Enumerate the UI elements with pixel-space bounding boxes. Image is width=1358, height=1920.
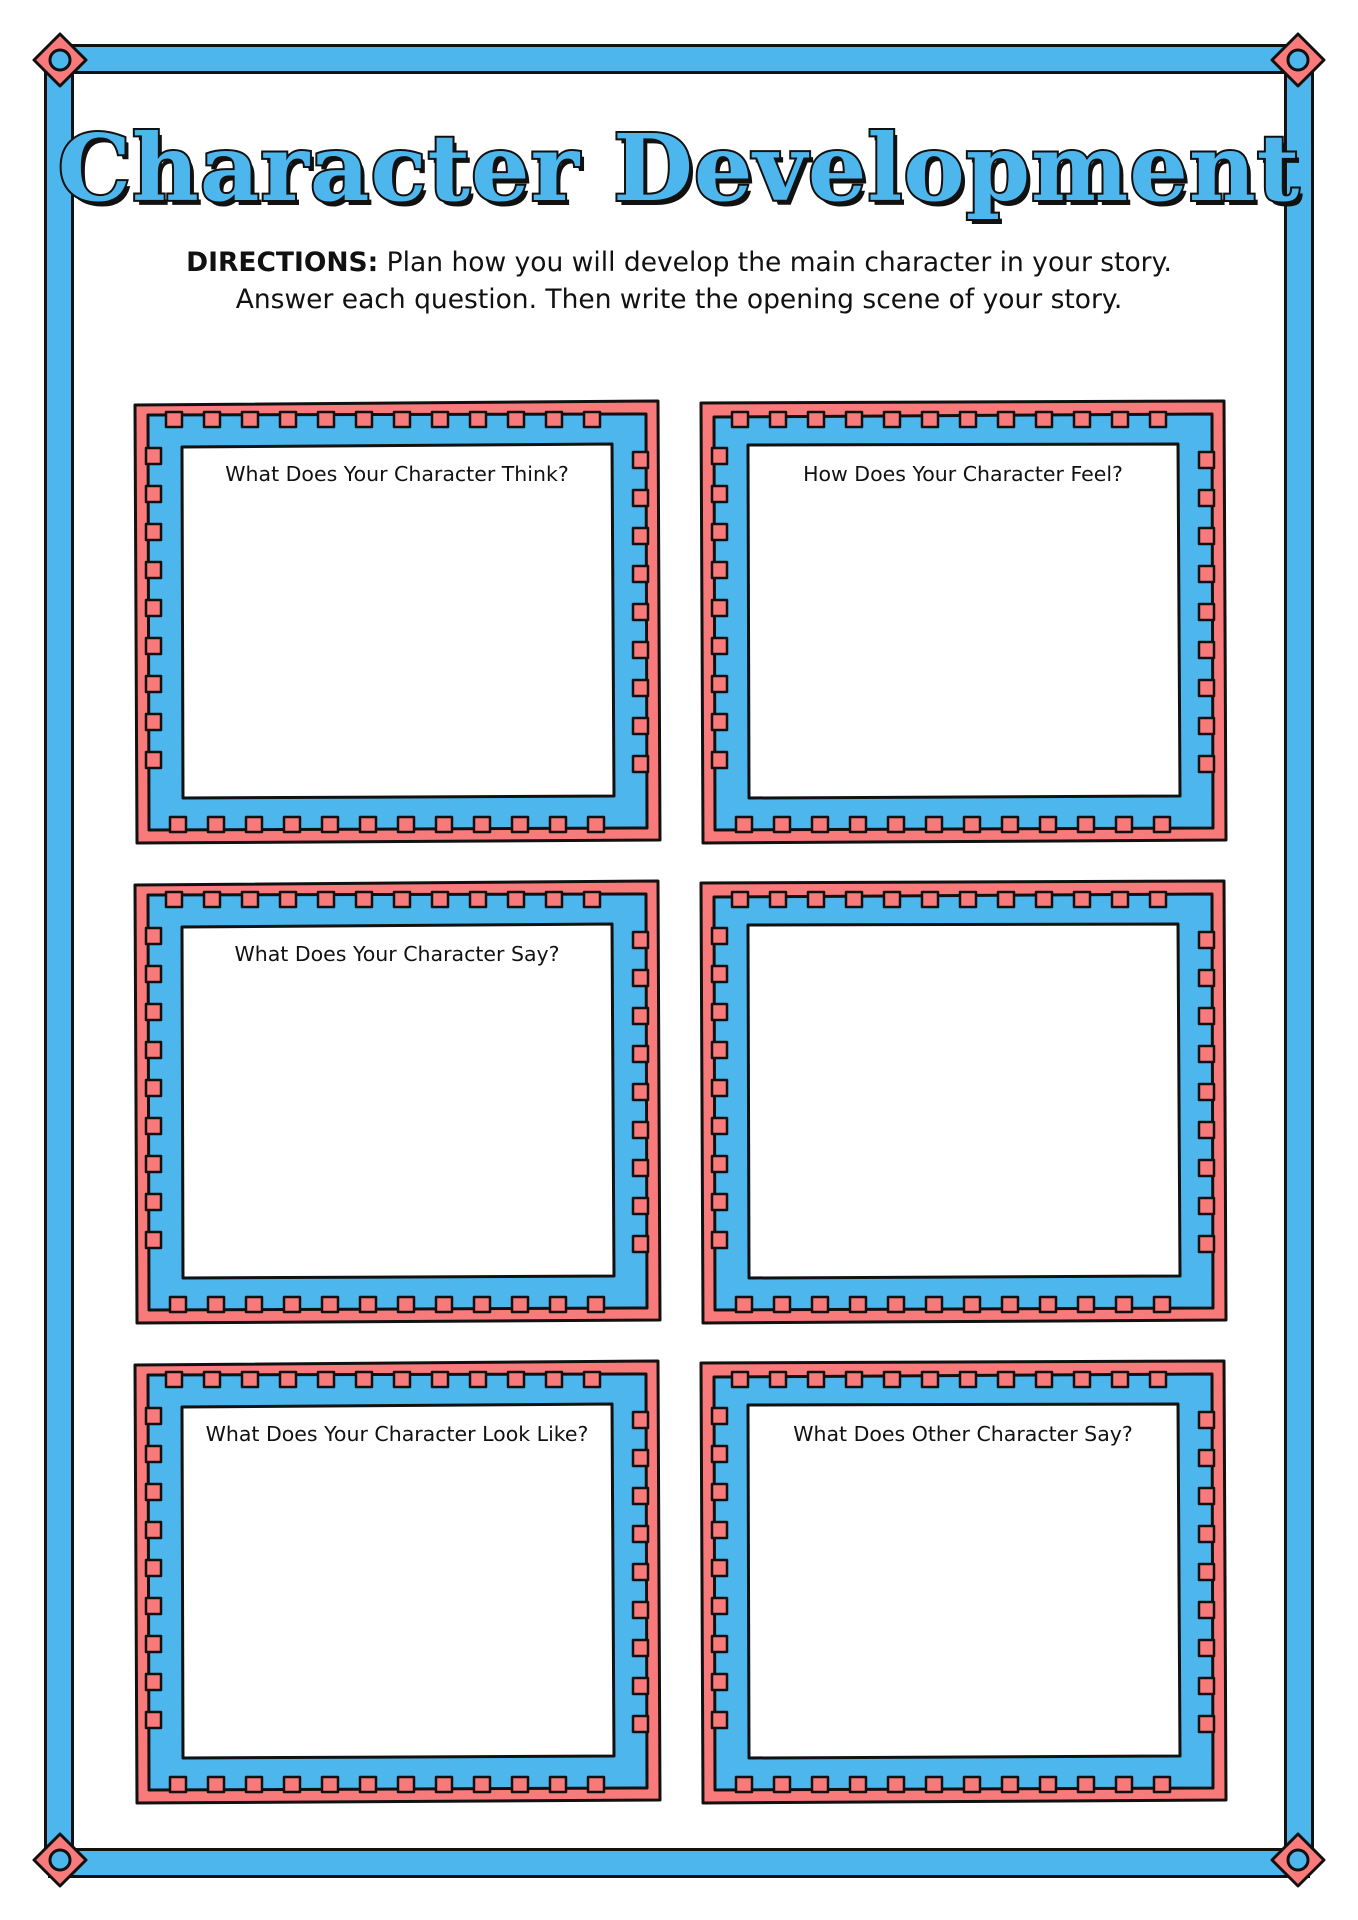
box-prompt: What Does Other Character Say? (793, 1422, 1133, 1446)
writing-box-say (132, 878, 662, 1326)
box-prompt: What Does Your Character Say? (234, 942, 560, 966)
writing-box-other-character (698, 1358, 1228, 1806)
directions (120, 244, 1238, 318)
pin-icon (24, 24, 96, 96)
pin-graphic (1262, 1824, 1334, 1896)
page-border-left (44, 48, 74, 1872)
directions-label: DIRECTIONS: (186, 247, 379, 278)
writing-box-feel (698, 398, 1228, 846)
box-prompt: What Does Your Character Look Like? (205, 1422, 589, 1446)
page-border-right (1284, 48, 1314, 1872)
page-border-bottom (48, 1848, 1310, 1878)
writing-box-look-like (132, 1358, 662, 1806)
writing-box-blank (698, 878, 1228, 1326)
box-prompt: How Does Your Character Feel? (803, 462, 1123, 486)
pin-graphic (24, 24, 96, 96)
pin-icon (1262, 1824, 1334, 1896)
directions-text-line1: Plan how you will develop the main character in your story. (386, 247, 1172, 278)
pin-icon (1262, 24, 1334, 96)
page-border-top (48, 44, 1310, 74)
worksheet-title: Character Development (57, 114, 1301, 222)
writing-box-think (132, 398, 662, 846)
directions-text-line2: Answer each question. Then write the opening scene of your story. (235, 284, 1123, 315)
stamp-frame-icon (698, 878, 1228, 1326)
box-prompt: What Does Your Character Think? (225, 462, 569, 486)
pin-graphic (24, 1824, 96, 1896)
pin-graphic (1262, 24, 1334, 96)
pin-icon (24, 1824, 96, 1896)
